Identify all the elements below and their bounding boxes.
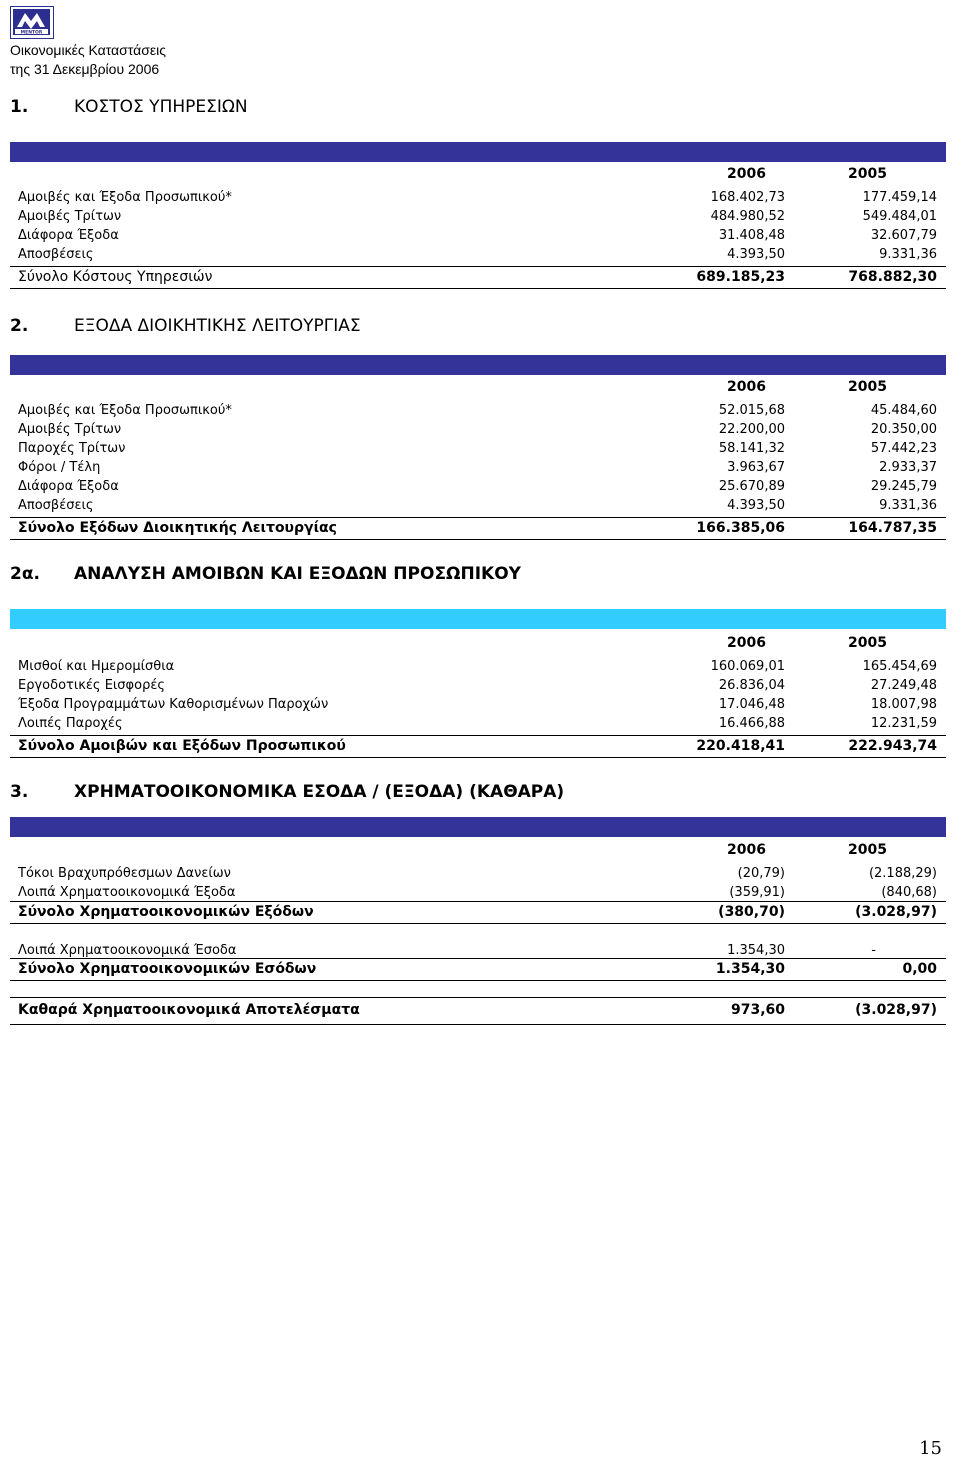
report-header-line2: της 31 Δεκεμβρίου 2006	[10, 61, 160, 77]
table-row: Λοιπά Χρηματοοικονομικά Έξοδα (359,91) (840,68)	[18, 885, 937, 900]
table-row: Παροχές Τρίτων 58.141,32 57.442,23	[18, 441, 937, 456]
table-row: Αποσβέσεις 4.393,50 9.331,36	[18, 498, 937, 513]
table-row: Αμοιβές και Έξοδα Προσωπικού* 52.015,68 45.484,60	[18, 403, 937, 418]
table-row: Λοιπές Παροχές 16.466,88 12.231,59	[18, 716, 937, 731]
years-header: 2006 2005	[727, 635, 887, 651]
table-row: Διάφορα Έξοδα 31.408,48 32.607,79	[18, 228, 937, 243]
years-header: 2006 2005	[727, 166, 887, 182]
section-heading: ΚΟΣΤΟΣ ΥΠΗΡΕΣΙΩΝ	[74, 97, 248, 117]
total-row: Σύνολο Κόστους Υπηρεσιών 689.185,23 768.882,30	[10, 268, 946, 287]
total-row: Σύνολο Χρηματοοικονομικών Εξόδων (380,70) (3.028,97)	[10, 903, 946, 922]
report-header-line1: Οικονομικές Καταστάσεις	[10, 42, 166, 58]
table-row: Διάφορα Έξοδα 25.670,89 29.245,79	[18, 479, 937, 494]
section-1-band	[10, 142, 946, 162]
table-row: Αμοιβές Τρίτων 22.200,00 20.350,00	[18, 422, 937, 437]
page-number: 15	[919, 1438, 942, 1459]
table-row: Αποσβέσεις 4.393,50 9.331,36	[18, 247, 937, 262]
section-3-title: 3. ΧΡΗΜΑΤΟΟΙΚΟΝΟΜΙΚΑ ΕΣΟΔΑ / (ΕΞΟΔΑ) (ΚΑΘΑΡΑ)	[10, 782, 565, 802]
section-2-band	[10, 355, 946, 375]
table-row: Λοιπά Χρηματοοικονομικά Έσοδα 1.354,30 -	[18, 943, 876, 958]
table-row: Αμοιβές Τρίτων 484.980,52 549.484,01	[18, 209, 937, 224]
total-row: Σύνολο Αμοιβών και Εξόδων Προσωπικού 220.418,41 222.943,74	[10, 737, 946, 756]
table-row: Τόκοι Βραχυπρόθεσμων Δανείων (20,79) (2.188,29)	[18, 866, 937, 881]
table-row: Μισθοί και Ημερομίσθια 160.069,01 165.454,69	[18, 659, 937, 674]
years-header: 2006 2005	[727, 379, 887, 395]
section-number: 1.	[10, 97, 29, 117]
net-result-row: Καθαρά Χρηματοοικονομικά Αποτελέσματα 973,60 (3.028,97)	[18, 1002, 937, 1018]
years-header: 2006 2005	[727, 842, 887, 858]
section-2a-band	[10, 609, 946, 629]
section-2-title: 2. ΕΞΟΔΑ ΔΙΟΙΚΗΤΙΚΗΣ ΛΕΙΤΟΥΡΓΙΑΣ	[10, 316, 361, 336]
table-row: Έξοδα Προγραμμάτων Καθορισμένων Παροχών 17.046,48 18.007,98	[18, 697, 937, 712]
total-row: Σύνολο Χρηματοοικονομικών Εσόδων 1.354,30 0,00	[10, 960, 946, 979]
table-row: Εργοδοτικές Εισφορές 26.836,04 27.249,48	[18, 678, 937, 693]
total-row: Σύνολο Εξόδων Διοικητικής Λειτουργίας 166.385,06 164.787,35	[10, 519, 946, 538]
table-row: Αμοιβές και Έξοδα Προσωπικού* 168.402,73 177.459,14	[18, 190, 937, 205]
section-1-title	[10, 97, 248, 117]
section-3-band	[10, 817, 946, 837]
section-2a-title: 2α. ΑΝΑΛΥΣΗ ΑΜΟΙΒΩΝ ΚΑΙ ΕΞΟΔΩΝ ΠΡΟΣΩΠΙΚΟΥ	[10, 564, 521, 584]
table-row: Φόροι / Τέλη 3.963,67 2.933,37	[18, 460, 937, 475]
logo-text: MENTOR	[20, 30, 43, 36]
company-logo	[10, 6, 54, 39]
